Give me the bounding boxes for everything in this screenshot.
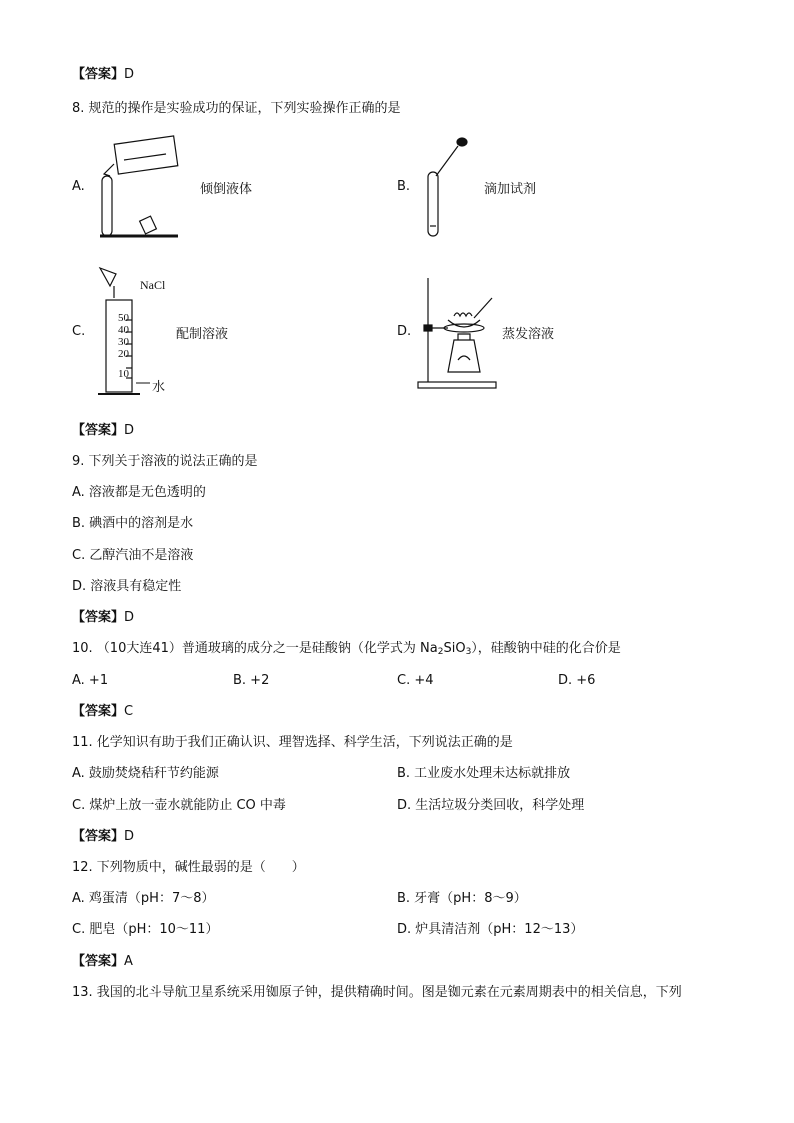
- answer-value: D: [124, 67, 135, 82]
- q8-option-d-caption: 蒸发溶液: [502, 327, 555, 342]
- q12-option-c: C. 肥皂（pH：10～11）: [72, 922, 219, 937]
- q8-option-a-caption: 倾倒液体: [200, 182, 253, 197]
- answer-label: 【答案】: [72, 610, 125, 625]
- question-11-stem: 11. 化学知识有助于我们正确认识、理智选择、科学生活，下列说法正确的是: [72, 735, 513, 750]
- q10-stem-pre: 10. （10大连41）普通玻璃的成分之一是硅酸钠（化学式为 Na: [72, 641, 438, 656]
- q8-option-c-water-label: 水: [152, 380, 166, 395]
- answer-value: A: [124, 954, 133, 969]
- answer-label: 【答案】: [72, 954, 125, 969]
- q10-sub-2: 2: [437, 647, 444, 657]
- tick-50: 50: [118, 312, 129, 324]
- answer-q7: [72, 66, 134, 84]
- q8-option-d-letter: D.: [397, 324, 412, 339]
- q8-figure-d-evaporation: [414, 276, 498, 392]
- q8-figure-a-pour-liquid: [96, 132, 186, 242]
- tick-20: 20: [118, 348, 129, 360]
- q12-option-b: B. 牙膏（pH：8～9）: [397, 891, 527, 906]
- question-13-stem: 13. 我国的北斗导航卫星系统采用铷原子钟，提供精确时间。图是铷元素在元素周期表中的相关信息，下列: [72, 985, 682, 1000]
- question-9-stem: 9. 下列关于溶液的说法正确的是: [72, 454, 258, 469]
- answer-value: C: [124, 704, 134, 719]
- answer-q11: [72, 828, 134, 846]
- q10-option-a: A. +1: [72, 673, 109, 688]
- q8-option-c-caption: 配制溶液: [176, 327, 229, 342]
- q9-option-a: A. 溶液都是无色透明的: [72, 485, 206, 500]
- answer-q10: [72, 703, 133, 721]
- q8-figure-b-dropper: [418, 136, 478, 242]
- tick-40: 40: [118, 324, 129, 336]
- q8-option-c-letter: C.: [72, 324, 86, 339]
- q12-option-d: D. 炉具清洁剂（pH：12～13）: [397, 922, 584, 937]
- answer-value: D: [124, 829, 135, 844]
- answer-q8: [72, 422, 134, 440]
- q9-option-c: C. 乙醇汽油不是溶液: [72, 548, 194, 563]
- q9-option-b: B. 碘酒中的溶剂是水: [72, 516, 194, 531]
- answer-label: 【答案】: [72, 829, 125, 844]
- answer-label: 【答案】: [72, 704, 125, 719]
- tick-30: 30: [118, 336, 129, 348]
- q11-option-d: D. 生活垃圾分类回收，科学处理: [397, 798, 585, 813]
- q10-formula-mid: SiO: [443, 641, 466, 656]
- answer-q12: [72, 953, 133, 971]
- q12-option-a: A. 鸡蛋清（pH：7～8）: [72, 891, 215, 906]
- answer-label: 【答案】: [72, 67, 125, 82]
- q8-option-a-letter: A.: [72, 179, 85, 194]
- answer-q9: [72, 609, 134, 627]
- q11-option-c: C. 煤炉上放一壶水就能防止 CO 中毒: [72, 798, 286, 813]
- tick-10: 10: [118, 368, 129, 380]
- question-10-stem: [72, 640, 621, 661]
- q10-option-d: D. +6: [558, 673, 596, 688]
- q10-stem-post: ），硅酸钠中硅的化合价是: [471, 641, 621, 656]
- water-pointer: [136, 380, 152, 386]
- q8-option-b-caption: 滴加试剂: [484, 182, 537, 197]
- q8-option-c-nacl-label: NaCl: [140, 278, 166, 292]
- q11-option-a: A. 鼓励焚烧秸秆节约能源: [72, 766, 219, 781]
- answer-value: D: [124, 423, 135, 438]
- q10-option-b: B. +2: [233, 673, 270, 688]
- question-12-stem: 12. 下列物质中，碱性最弱的是（ ）: [72, 860, 305, 875]
- q9-option-d: D. 溶液具有稳定性: [72, 579, 182, 594]
- answer-value: D: [124, 610, 135, 625]
- q8-option-b-letter: B.: [397, 179, 411, 194]
- answer-label: 【答案】: [72, 423, 125, 438]
- q10-sub-3: 3: [465, 647, 472, 657]
- question-8-stem: 8. 规范的操作是实验成功的保证，下列实验操作正确的是: [72, 101, 401, 116]
- q10-option-c: C. +4: [397, 673, 434, 688]
- q11-option-b: B. 工业废水处理未达标就排放: [397, 766, 571, 781]
